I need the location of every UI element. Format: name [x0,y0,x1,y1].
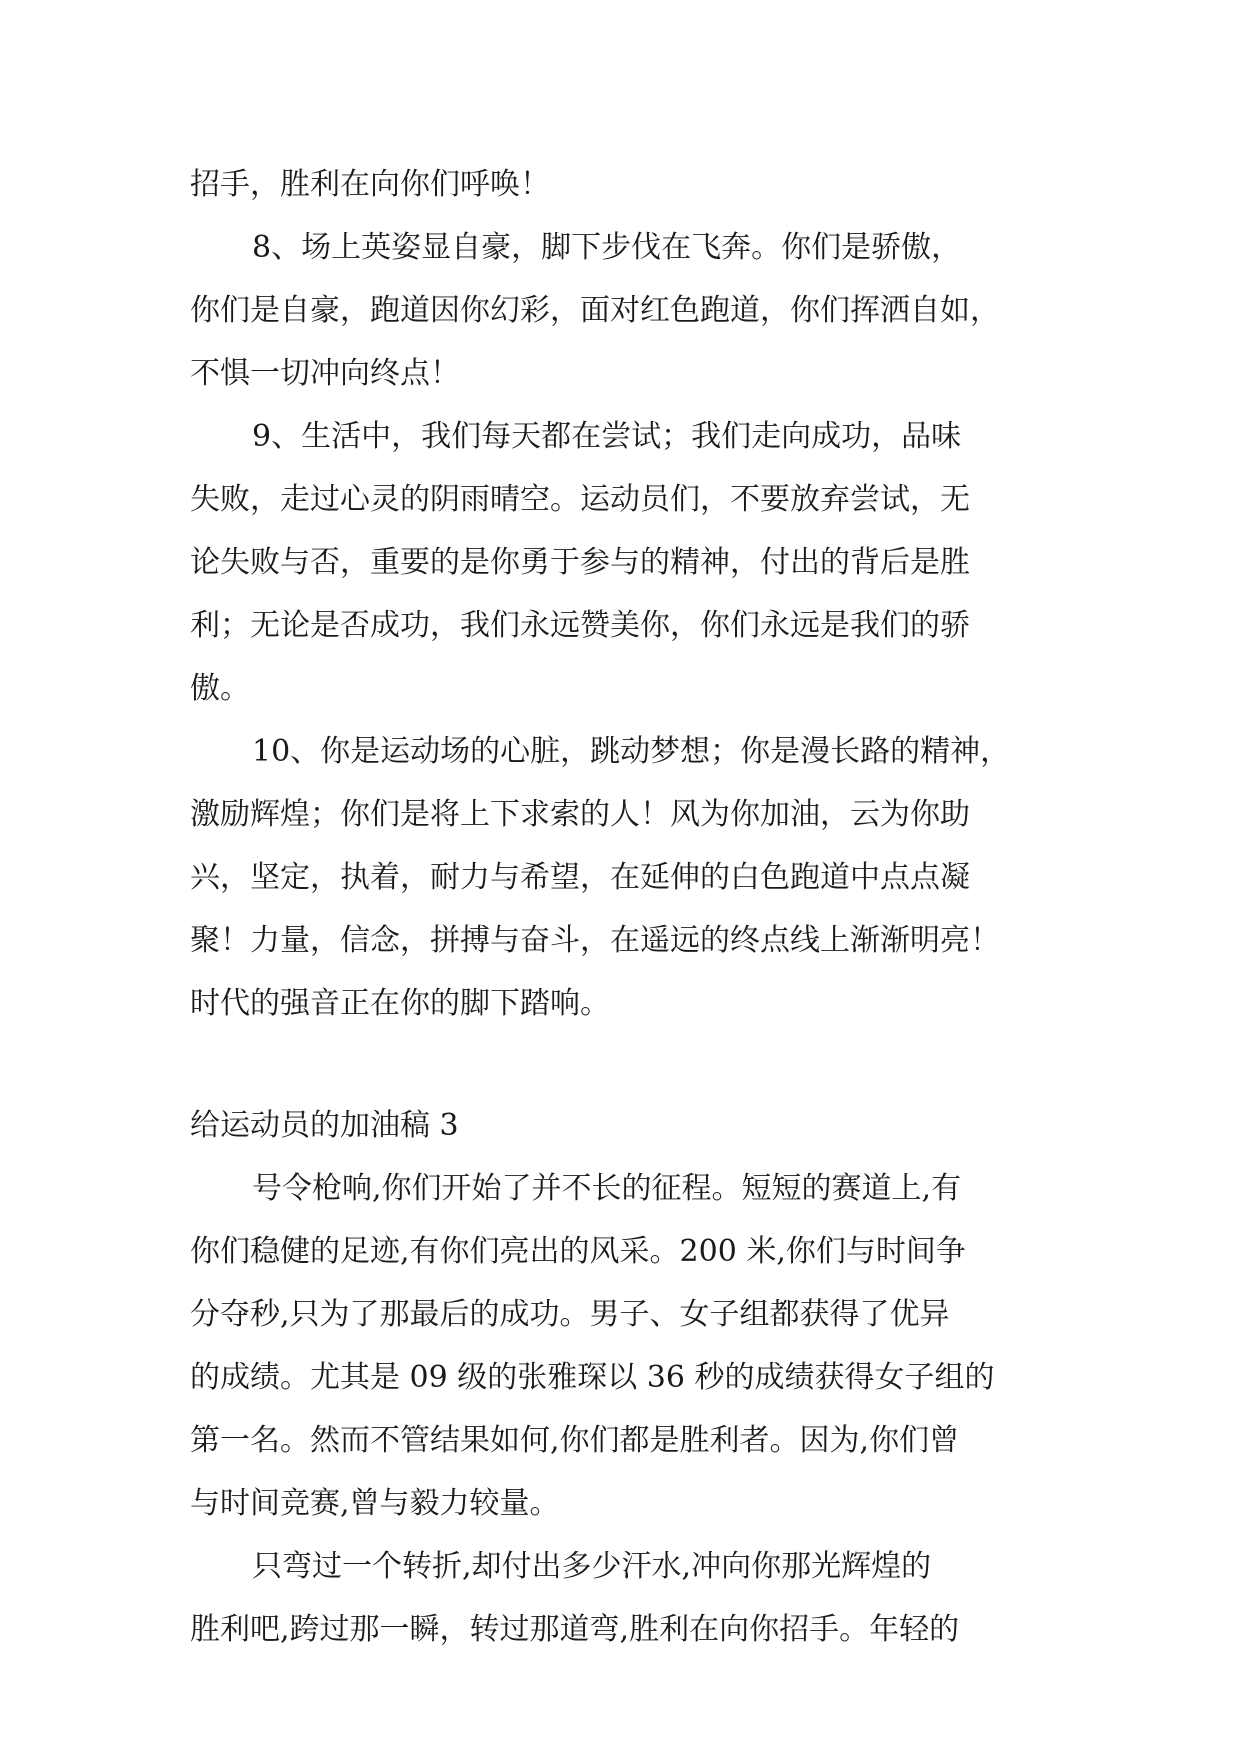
text-line: 胜利吧,跨过那一瞬，转过那道弯,胜利在向你招手。年轻的 [190,1612,960,1647]
text-line: 兴，坚定，执着，耐力与希望，在延伸的白色跑道中点点凝 [190,860,970,895]
text-line: 激励辉煌；你们是将上下求索的人！风为你加油，云为你助 [190,797,970,832]
text-line: 第一名。然而不管结果如何,你们都是胜利者。因为,你们曾 [190,1423,960,1458]
text-line: 8、场上英姿显自豪，脚下步伐在飞奔。你们是骄傲， [252,230,962,265]
text-line: 聚！力量，信念，拼搏与奋斗，在遥远的终点线上渐渐明亮！ [190,923,1000,958]
text-line: 你们是自豪，跑道因你幻彩，面对红色跑道，你们挥洒自如， [190,293,1000,328]
text-line: 不惧一切冲向终点！ [190,356,460,391]
text-line: 你们稳健的足迹,有你们亮出的风采。200 米,你们与时间争 [190,1234,966,1269]
text-line: 论失败与否，重要的是你勇于参与的精神，付出的背后是胜 [190,545,970,580]
text-line: 的成绩。尤其是 09 级的张雅琛以 36 秒的成绩获得女子组的 [190,1360,995,1395]
text-line: 号令枪响,你们开始了并不长的征程。短短的赛道上,有 [252,1171,962,1206]
text-line: 与时间竞赛,曾与毅力较量。 [190,1486,560,1521]
text-line: 10、你是运动场的心脏，跳动梦想；你是漫长路的精神， [252,734,1011,769]
text-line: 9、生活中，我们每天都在尝试；我们走向成功，品味 [252,419,962,454]
text-line: 只弯过一个转折,却付出多少汗水,冲向你那光辉煌的 [252,1549,932,1584]
text-line: 招手，胜利在向你们呼唤！ [190,167,550,202]
section-title: 给运动员的加油稿 3 [190,1108,459,1143]
text-line: 失败，走过心灵的阴雨晴空。运动员们，不要放弃尝试，无 [190,482,970,517]
text-line: 利；无论是否成功，我们永远赞美你，你们永远是我们的骄 [190,608,970,643]
text-line: 傲。 [190,671,250,706]
text-line: 分夺秒,只为了那最后的成功。男子、女子组都获得了优异 [190,1297,950,1332]
text-line: 时代的强音正在你的脚下踏响。 [190,986,610,1021]
